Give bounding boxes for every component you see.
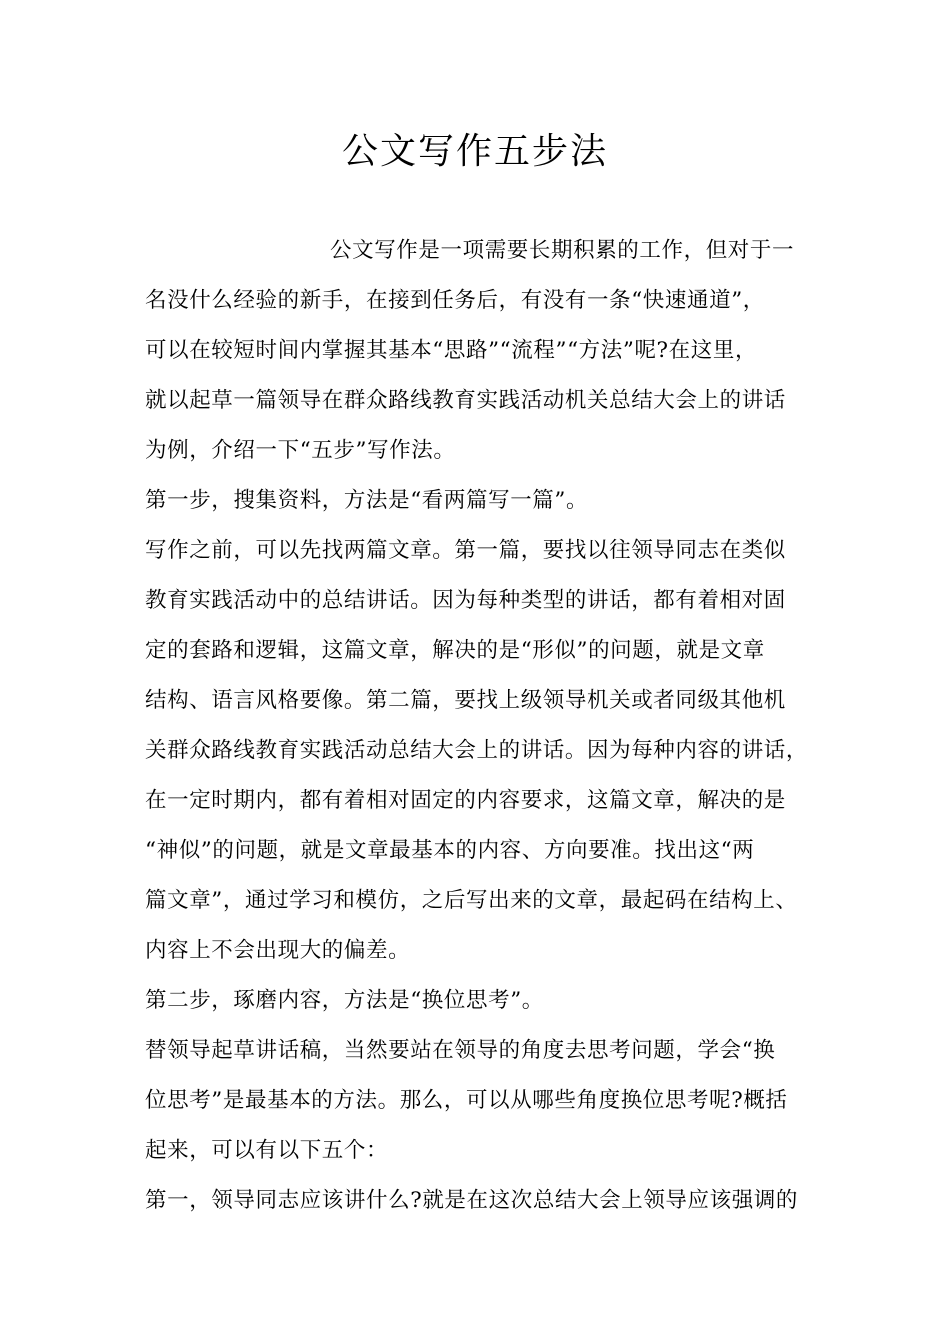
paragraph-line: 关群众路线教育实践活动总结大会上的讲话。因为每种内容的讲话， [145,738,809,763]
paragraph-line: 定的套路和逻辑，这篇文章，解决的是“形似”的问题，就是文章 [145,638,765,663]
paragraph-line: 结构、语言风格要像。第二篇，要找上级领导机关或者同级其他机 [145,688,786,713]
section-heading-step-2: 第二步，琢磨内容，方法是“换位思考”。 [145,988,544,1013]
paragraph-line: 替领导起草讲话稿，当然要站在领导的角度去思考问题，学会“换 [145,1038,776,1063]
paragraph-line: 就以起草一篇领导在群众路线教育实践活动机关总结大会上的讲话 [145,388,786,413]
paragraph-line: 在一定时期内，都有着相对固定的内容要求，这篇文章，解决的是 [145,788,786,813]
paragraph-line: 教育实践活动中的总结讲话。因为每种类型的讲话，都有着相对固 [145,588,786,613]
paragraph-line: 名没什么经验的新手，在接到任务后，有没有一条“快速通道”， [145,288,765,313]
paragraph-line: 公文写作是一项需要长期积累的工作，但对于一 [330,238,795,263]
paragraph-line: 篇文章”，通过学习和模仿，之后写出来的文章，最起码在结构上、 [145,888,798,913]
paragraph-line: 第一，领导同志应该讲什么?就是在这次总结大会上领导应该强调的 [145,1188,799,1213]
paragraph-line: “神似”的问题，就是文章最基本的内容、方向要准。找出这“两 [145,838,755,863]
paragraph-line: 写作之前，可以先找两篇文章。第一篇，要找以往领导同志在类似 [145,538,786,563]
document-title: 公文写作五步法 [341,131,608,172]
paragraph-line: 位思考”是最基本的方法。那么，可以从哪些角度换位思考呢?概括 [145,1088,788,1113]
paragraph-line: 可以在较短时间内掌握其基本“思路”“流程”“方法”呢?在这里， [145,338,758,363]
paragraph-line: 内容上不会出现大的偏差。 [145,938,411,963]
section-heading-step-1: 第一步，搜集资料，方法是“看两篇写一篇”。 [145,488,589,513]
paragraph-line: 起来，可以有以下五个： [145,1138,389,1163]
paragraph-line: 为例，介绍一下“五步”写作法。 [145,438,456,463]
